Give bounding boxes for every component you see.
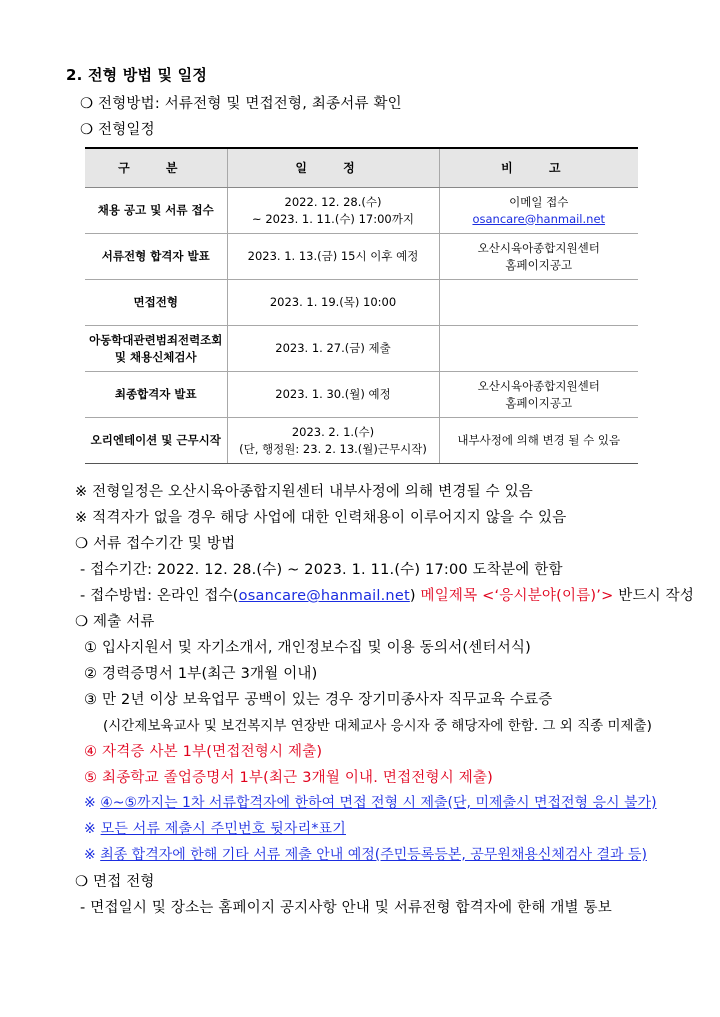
doc-item: ① 입사지원서 및 자기소개서, 개인정보수집 및 이용 동의서(센터서식) (84, 640, 531, 656)
table-row (85, 326, 638, 372)
receipt-method: - 접수방법: 온라인 접수(osancare@hanmail.net) 메일제목 <‘응시분야(이름)’> 반드시 작성 (80, 588, 695, 604)
row-note (439, 280, 638, 326)
row-label: 면접전형 (85, 280, 227, 326)
schedule-heading-line (80, 118, 155, 139)
row-date: 2023. 1. 19.(목) 10:00 (227, 280, 439, 326)
bullet-icon: ❍ (75, 536, 89, 552)
docs-heading-line (75, 610, 155, 631)
header-note: 비 고 (439, 148, 638, 188)
table-row (85, 188, 638, 234)
row-note: 내부사정에 의해 변경 될 수 있음 (439, 418, 638, 464)
table-header-row (85, 148, 638, 188)
header-category: 구 분 (85, 148, 227, 188)
row-label: 아동학대관련범죄전력조회 및 채용신체검사 (85, 326, 227, 372)
row-date: 2022. 12. 28.(수) ~ 2023. 1. 11.(수) 17:00까지 (227, 188, 439, 234)
row-date: 2023. 2. 1.(수) (단, 행정원: 23. 2. 13.(월)근무시작) (227, 418, 439, 464)
header-date: 일 정 (227, 148, 439, 188)
bullet-icon: ❍ (80, 96, 94, 112)
interview-heading: 면접 전형 (93, 874, 155, 890)
blue-note: ※ 최종 합격자에 한해 기타 서류 제출 안내 예정(주민등록등본, 공무원채용신체검사 결과 등) (84, 847, 647, 863)
table-row (85, 280, 638, 326)
method-text: 전형방법: 서류전형 및 면접전형, 최종서류 확인 (98, 96, 402, 112)
doc-item-red: ④ 자격증 사본 1부(면접전형시 제출) (84, 744, 323, 760)
note-no-hire: ※ 적격자가 없을 경우 해당 사업에 대한 인력채용이 이루어지지 않을 수 있음 (75, 510, 567, 526)
mail-subject-instruction: 메일제목 <‘응시분야(이름)’> (415, 588, 614, 604)
table-row (85, 418, 638, 464)
row-note: 오산시육아종합지원센터 홈페이지공고 (439, 372, 638, 418)
interview-text: - 면접일시 및 장소는 홈페이지 공지사항 안내 및 서류전형 합격자에 한해 개별 통보 (80, 900, 612, 916)
bullet-icon: ❍ (75, 614, 89, 630)
row-note: 이메일 접수 osancare@hanmail.net (439, 188, 638, 234)
row-date: 2023. 1. 27.(금) 제출 (227, 326, 439, 372)
receipt-period: - 접수기간: 2022. 12. 28.(수) ~ 2023. 1. 11.(수) 17:00 도착분에 한함 (80, 562, 563, 578)
blue-note: ※ 모든 서류 제출시 주민번호 뒷자리*표기 (84, 821, 346, 837)
email-link[interactable]: osancare@hanmail.net (472, 211, 606, 226)
row-note (439, 326, 638, 372)
table-row (85, 372, 638, 418)
receipt-heading-line (75, 532, 235, 553)
section-title: 2. 전형 방법 및 일정 (66, 66, 208, 84)
row-date: 2023. 1. 30.(월) 예정 (227, 372, 439, 418)
doc-item: ② 경력증명서 1부(최근 3개월 이내) (84, 666, 318, 682)
doc-item: ③ 만 2년 이상 보육업무 공백이 있는 경우 장기미종사자 직무교육 수료증 (84, 692, 553, 708)
receipt-email-link[interactable]: osancare@hanmail.net (238, 588, 410, 604)
docs-heading: 제출 서류 (93, 614, 155, 630)
bullet-icon: ❍ (80, 122, 94, 138)
bullet-icon: ❍ (75, 874, 89, 890)
row-label: 채용 공고 및 서류 접수 (85, 188, 227, 234)
interview-heading-line (75, 870, 155, 891)
method-line (80, 92, 402, 113)
row-label: 오리엔테이션 및 근무시작 (85, 418, 227, 464)
row-date: 2023. 1. 13.(금) 15시 이후 예정 (227, 234, 439, 280)
blue-note: ※ ④~⑤까지는 1차 서류합격자에 한하여 면접 전형 시 제출(단, 미제출시 면접전형 응시 불가) (84, 795, 657, 811)
doc-item-red: ⑤ 최종학교 졸업증명서 1부(최근 3개월 이내. 면접전형시 제출) (84, 770, 493, 786)
row-label: 최종합격자 발표 (85, 372, 227, 418)
schedule-heading: 전형일정 (98, 122, 155, 138)
note-schedule-change: ※ 전형일정은 오산시육아종합지원센터 내부사정에 의해 변경될 수 있음 (75, 484, 534, 500)
schedule-table (85, 147, 638, 464)
receipt-heading: 서류 접수기간 및 방법 (93, 536, 236, 552)
doc-item-sub: (시간제보육교사 및 보건복지부 연장반 대체교사 응시자 중 해당자에 한함. 그 외 직종 미제출) (103, 718, 652, 734)
row-note: 오산시육아종합지원센터 홈페이지공고 (439, 234, 638, 280)
table-row (85, 234, 638, 280)
row-label: 서류전형 합격자 발표 (85, 234, 227, 280)
